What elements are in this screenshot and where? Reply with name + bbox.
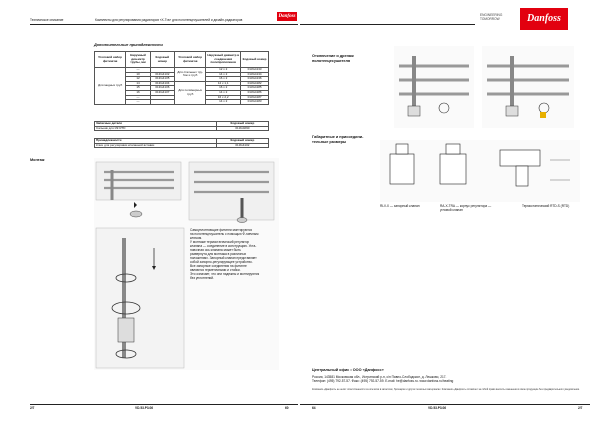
cell: — bbox=[126, 95, 150, 100]
mount-line: Самоуплотняющие фитинги монтируются bbox=[190, 228, 252, 232]
caption-2: RA-Х-TRA — корпус регулятора — угловой клапан bbox=[440, 204, 492, 212]
cell: 013G4187 bbox=[241, 95, 269, 100]
acc-code-head: Кодовый номер bbox=[216, 139, 268, 144]
mount-line: ключом. bbox=[190, 236, 203, 240]
mount-line: на полотенцесушитель с помощью Ф-гаечным bbox=[190, 232, 259, 236]
dimensions-title: Габаритные и присоедини-тельные размеры bbox=[312, 135, 364, 144]
cell: — bbox=[126, 68, 150, 73]
accessories-table bbox=[94, 51, 269, 105]
cell: — bbox=[126, 100, 150, 105]
mount-line: Это означает, что они надежны и монтируются bbox=[190, 272, 260, 276]
acc-code: 013G4102 bbox=[216, 143, 268, 148]
dimensions-drawing bbox=[380, 140, 580, 202]
acc-head: Принадлежности bbox=[95, 139, 217, 144]
danfoss-logo: Danfoss bbox=[520, 8, 568, 30]
mount-line: У монтаже термостатический регулятор bbox=[190, 240, 250, 244]
cell: 16 x 2 bbox=[206, 86, 241, 91]
left-header-label: Техническое описание bbox=[30, 18, 64, 22]
right-footer-num: 2/7 bbox=[578, 406, 583, 410]
spare-code: 013G0290 bbox=[216, 126, 268, 131]
cell: 013G4133 bbox=[241, 68, 269, 73]
acc-item: Ключ для регулировки клапанной вставки bbox=[95, 143, 217, 148]
cell: 14 x 2 bbox=[206, 100, 241, 105]
tagline-2: TOMORROW bbox=[480, 17, 500, 21]
th-6: Кодовый номер bbox=[241, 52, 269, 68]
spare-parts-table bbox=[94, 121, 269, 131]
th-1: Уголовой набор фитингов bbox=[95, 52, 126, 68]
left-footer-code: VD.53.P3.06 bbox=[135, 406, 154, 410]
cell: 14 bbox=[126, 81, 150, 86]
drain-illustration-2 bbox=[482, 46, 574, 128]
cell: 12 bbox=[126, 77, 150, 82]
mount-line: клапана — соединение в конструкцию. Уста- bbox=[190, 244, 257, 248]
disclaimer: Компания «Данфосс» не несёт ответственности за опечатки в каталогах, брошюрах и других печатных материалах. Компания «Данфосс» оставляет за собой право вносить изменения в свою продукцию без предварительного уведомления. bbox=[312, 388, 580, 391]
mount-line: развернута для монтажа в различных bbox=[190, 252, 247, 256]
left-footer-page: 2/7 bbox=[30, 406, 35, 410]
mount-line: без уплотнений. bbox=[190, 276, 214, 280]
cell: 12 x 1,1 bbox=[206, 81, 241, 86]
cell: 15 bbox=[126, 86, 150, 91]
mount-line: собой запорно-регулирующее устройство. bbox=[190, 260, 253, 264]
copper-label: Для медных труб bbox=[95, 68, 126, 105]
cell: 013G4135 bbox=[150, 77, 174, 82]
accessories2-table bbox=[94, 138, 269, 148]
th-5: Наружный диаметр в соединения полипропиленов bbox=[206, 52, 241, 68]
spare-head: Запасные детали bbox=[95, 122, 217, 127]
cell: 013G4134 bbox=[241, 72, 269, 77]
cell: 16 x 2 bbox=[206, 77, 241, 82]
cell bbox=[150, 100, 174, 105]
cell: 14 x 2 bbox=[206, 72, 241, 77]
cell: 013G4183 bbox=[241, 100, 269, 105]
right-footer-code: VD.53.P3.06 bbox=[428, 406, 447, 410]
cell: 10 bbox=[126, 72, 150, 77]
cell: 013G4136 bbox=[241, 77, 269, 82]
cell: 013G4185 bbox=[241, 86, 269, 91]
tagline-1: ENGINEERING bbox=[480, 13, 503, 17]
mount-line: новочная ось клапана может быть bbox=[190, 248, 241, 252]
steel-label: Для стальных тру-бок и труб bbox=[175, 68, 206, 82]
left-header-title: Комплекты для регулирования радиаторов «Х-Tra» для полотенцесушителей и дизайн-радиаторов bbox=[95, 18, 243, 22]
office-title: Центральный офис • ООО «Данфосс» bbox=[312, 368, 384, 372]
right-footer-page: 64 bbox=[312, 406, 316, 410]
cell: 16 bbox=[126, 90, 150, 95]
cell: 013G4186 bbox=[241, 90, 269, 95]
cell: 12 x 2 bbox=[206, 68, 241, 73]
accessories-title: Дополнительные принадлежности bbox=[94, 43, 163, 47]
mount-line: являются герметичными и стойки. bbox=[190, 268, 241, 272]
spare-code-head: Кодовый номер bbox=[216, 122, 268, 127]
cell: 013G4137 bbox=[150, 90, 174, 95]
spare-item: Сальник для ИК RTD bbox=[95, 126, 217, 131]
drain-title: Отключение и дренаж полотенцесушителя bbox=[312, 54, 354, 63]
cell: 013G4182 bbox=[241, 81, 269, 86]
drain-illustration-1 bbox=[394, 46, 474, 128]
mount-line: Все запорные соединения на фитинге bbox=[190, 264, 247, 268]
th-3: Кодовый номер bbox=[150, 52, 174, 68]
cell: 16 x 2,2 bbox=[206, 95, 241, 100]
caption-3: Термостатический RTD-S (RTD) bbox=[522, 204, 570, 208]
mount-text bbox=[190, 228, 285, 280]
cell: 013G4134 bbox=[150, 81, 174, 86]
danfoss-logo-small: Danfoss bbox=[278, 14, 296, 19]
office-line: Телефон: (495) 792-57-57. Факс: (495) 792-57-59. E-mail: he@danfoss.ru. www.danfoss.ru/heating bbox=[312, 379, 454, 383]
brand-tagline bbox=[480, 13, 502, 21]
office-line: Россия, 143581 Московская обл., Истринский р-н, с/п Павло-Слободское, д. Лешково, 217. bbox=[312, 375, 447, 379]
polymer-label: Для полимерных труб bbox=[175, 81, 206, 104]
cell: 14 x 2 bbox=[206, 90, 241, 95]
mount-line: положениях. Запорный клапан представляет bbox=[190, 256, 257, 260]
th-2: Наружный диа-метр трубы, мм bbox=[126, 52, 150, 68]
right-page bbox=[300, 0, 600, 424]
mount-title: Монтаж bbox=[30, 158, 45, 162]
cell: 013G4136 bbox=[150, 86, 174, 91]
cell: 013G4132 bbox=[150, 72, 174, 77]
left-footer-num: 60 bbox=[285, 406, 289, 410]
office-address bbox=[312, 375, 582, 383]
caption-1: RLV-Х — запорный клапан bbox=[380, 204, 420, 208]
th-4: Уголовой набор фитингов bbox=[175, 52, 206, 68]
